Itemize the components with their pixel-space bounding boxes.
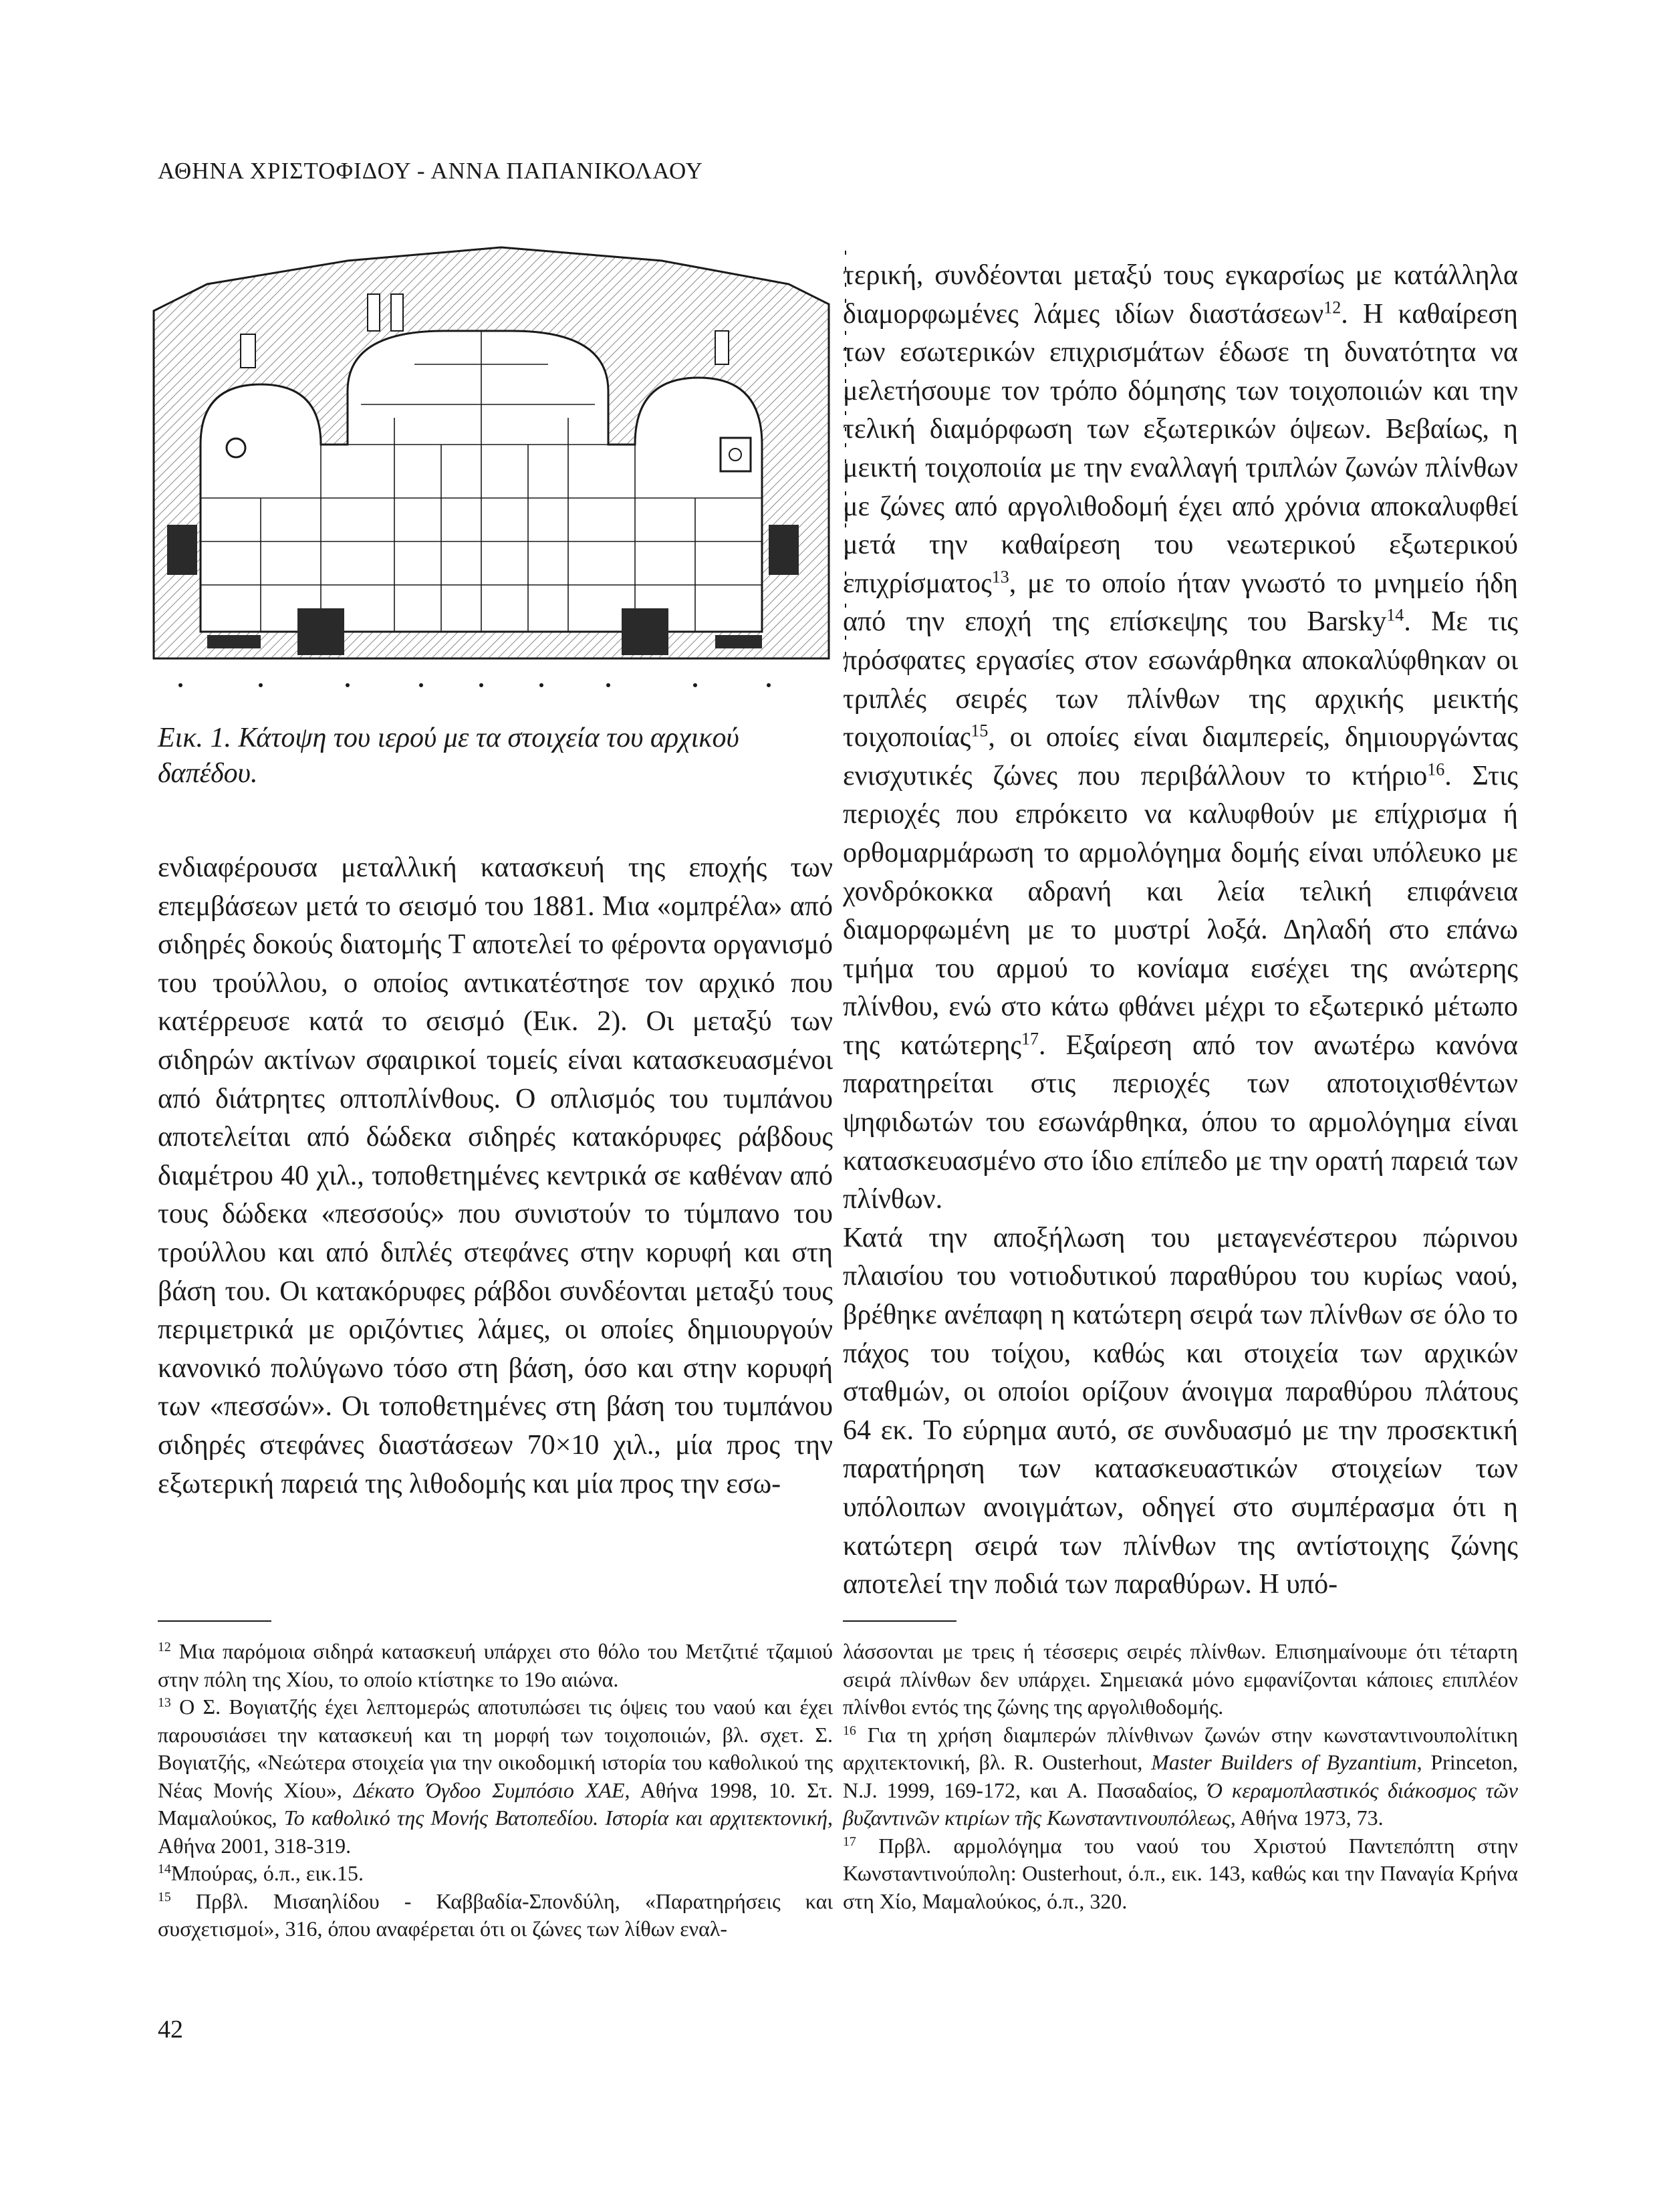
footnote-ref: 14 [1386, 606, 1404, 626]
body-paragraph: Κατά την αποξήλωση του μεταγενέστερου πώρινου πλαισίου του νοτιοδυτικού παραθύρου του κυρίως ναού, βρέθηκε ανέπαφη η κατώτερη σειρά των πλίνθων σε όλο το πάχος του τοίχου, καθώς και στοιχεία των αρχικών σταθμών, οι οποίοι ορίζουν άνοιγμα παραθύρου πλάτους 64 εκ. Το εύρημα αυτό, σε συνδυασμό με την προσεκτική παρατήρηση των κατασκευαστικών στοιχείων των υπόλοιπων ανοιγμάτων, οδηγεί στο συμπέρασμα ότι η κατώτερη σειρά των πλίνθων της αντίστοιχης ζώνης αποτελεί την ποδιά των παραθύρων. Η υπό- [843, 1222, 1518, 1600]
axis-ticks [178, 683, 771, 687]
text-run: τερική, συνδέονται μεταξύ τους εγκαρσίως με κατάλληλα διαμορφωμένες λάμες ιδίων διαστάσεων [843, 260, 1518, 330]
text-run: , με το οποίο ήταν γνωστό το μνημείο ήδη από την εποχή της επίσκεψης του Barsky [843, 568, 1518, 638]
footnote-number: 17 [843, 1834, 856, 1849]
footnote-italic: Master Builders of Byzantium [1151, 1750, 1417, 1774]
footnote-15-continued: λάσσονται με τρεις ή τέσσερις σειρές πλίνθων. Επισημαίνουμε ότι τέταρτη σειρά πλίνθων δεν υπάρχει. Σημειακά μόνο εμφανίζονται κάποιες επιπλέον πλίνθοι εντός της ζώνης της αργολιθοδομής. [843, 1639, 1518, 1719]
page-number: 42 [158, 2015, 183, 2044]
text-run: . Εξαίρεση από τον ανωτέρω κανόνα παρατηρείται στις περιοχές των αποτοιχισθέντων ψηφιδωτών του εσωνάρθηκα, όπου το αρμολόγημα είναι κατασκευασμένο στο ίδιο επίπεδο με την ορατή παρειά των πλίνθων. [843, 1029, 1518, 1215]
footnote-17 [843, 1832, 1518, 1916]
footnote-text: , Αθήνα 1973, 73. [1230, 1806, 1384, 1830]
footnote-number: 13 [158, 1695, 171, 1711]
footnote-italic: Ό κεραμοπλαστικός διάκοσμος τῶν βυζαντινῶν κτιρίων τῆς Κωνσταντινουπόλεως [843, 1777, 1519, 1830]
body-column-right [843, 257, 1518, 1604]
text-run: , οι οποίες είναι διαμπερείς, δημιουργώντας ενισχυτικές ζώνες που περιβάλλουν το κτήριο [843, 722, 1518, 791]
footnote-text: , Αθήνα 2001, 318-319. [158, 1806, 834, 1858]
footnote-12 [158, 1638, 833, 1693]
left-apse-circle [227, 439, 245, 457]
footnote-ref: 16 [1427, 759, 1445, 779]
footnote-rule [158, 1620, 271, 1622]
footnote-text: Για τη χρήση διαμπερών πλίνθινων ζωνών στην κωνσταντινουπολίτικη αρχιτεκτονική, βλ. R. Ousterhout, [843, 1722, 1519, 1774]
text-run: . Με τις πρόσφατες εργασίες στον εσωνάρθηκα αποκαλύφθηκαν οι τριπλές σειρές των πλίνθων της αρχικής μεικτής τοιχοποιίας [843, 606, 1518, 753]
footnote-ref: 12 [1323, 297, 1342, 318]
footnote-text: Ο Σ. Βογιατζής έχει λεπτομερώς αποτυπώσει τις όψεις του ναού και έχει παρουσιάσει την κατασκευή και τη μορφή των τοιχοποιιών, βλ. σχετ. Σ. Βογιατζής, «Νεώτερα στοιχεία για την οικοδομική ιστορία του καθολικού της Νέας Μονής Χίου», [158, 1695, 834, 1802]
footnote-13 [158, 1693, 833, 1860]
footnote-text: Πρβλ. Μισαηλίδου - Καββαδία-Σπονδύλη, «Παρατηρήσεις και συσχετισμοί», 316, όπου αναφέρεται ότι οι ζώνες των λίθων εναλ- [158, 1888, 834, 1941]
figure-caption: Εικ. 1. Κάτοψη του ιερού με τα στοιχεία του αρχικού δαπέδου. [158, 723, 739, 789]
text-run: . Η καθαίρεση των εσωτερικών επιχρισμάτων έδωσε τη δυνατότητα να μελετήσουμε τον τρόπο δόμησης των τοιχοποιιών και την τελική διαμόρφωση των εξωτερικών όψεων. Βεβαίως, η μεικτή τοιχοποιία με την εναλλαγή τριπλών ζωνών πλίνθων με ζώνες από αργολιθοδομή έχει από χρόνια αποκαλυφθεί μετά την καθαίρεση του νεωτερικού εξωτερικού επιχρίσματος [843, 298, 1518, 599]
footnote-rule [843, 1620, 956, 1622]
footnotes-right [843, 1638, 1518, 1915]
body-column-left [158, 849, 833, 1503]
running-header: ΑΘΗΝΑ ΧΡΙΣΤΟΦΙΔΟΥ - ΑΝΝΑ ΠΑΠΑΝΙΚΟΛΑΟΥ [158, 158, 703, 184]
footnote-number: 15 [158, 1889, 171, 1904]
footnote-ref: 17 [1021, 1029, 1039, 1049]
footnotes-left [158, 1638, 833, 1943]
floor-plan-figure [127, 244, 862, 705]
text-run: . Στις περιοχές που επρόκειτο να καλυφθούν με επίχρισμα ή ορθομαρμάρωση το αρμολόγημα δομής είναι υπόλευκο με χονδρόκοκκα αδρανή και λεία τελική επιφάνεια διαμορφωμένη με το μυστρί λοξά. Δηλαδή στο επάνω τμήμα του αρμού το κονίαμα εισέχει της ανώτερης πλίνθου, ενώ στο κάτω φθάνει μέχρι το εξωτερικό μέτωπο της κατώτερης [843, 760, 1519, 1061]
footnote-text: , Αθήνα 1998, 10. Στ. Μαμαλούκος, [158, 1777, 834, 1830]
footnote-italic: Το καθολικό της Μονής Βατοπεδίου. Ιστορία και αρχιτεκτονική [283, 1806, 828, 1830]
footnote-number: 14 [158, 1862, 171, 1877]
footnote-text: , Princeton, N.J. 1999, 169-172, και A. Πασαδαίος, [843, 1750, 1519, 1802]
footnote-14 [158, 1860, 833, 1888]
footnote-16 [843, 1721, 1518, 1832]
footnote-ref: 13 [991, 567, 1009, 587]
body-paragraph [843, 257, 1518, 1219]
footnote-number: 12 [158, 1640, 171, 1655]
footnote-text: Μπούρας, ό.π., εικ.15. [170, 1861, 364, 1885]
footnote-text: Μια παρόμοια σιδηρά κατασκευή υπάρχει στο θόλο του Μετζιτιέ τζαμιού στην πόλη της Χίου, το οποίο κτίστηκε το 19ο αιώνα. [158, 1639, 834, 1691]
footnote-15 [158, 1888, 833, 1943]
footnote-text: Πρβλ. αρμολόγημα του ναού του Χριστού Παντεπόπτη στην Κωνσταντινούπολη: Ousterhout, ό.π., εικ. 143, καθώς και την Παναγία Κρήνα στη Χίο, Μαμαλούκος, ό.π., 320. [843, 1833, 1519, 1913]
footnote-italic: Δέκατο Όγδοο Συμπόσιο ΧΑΕ [353, 1777, 625, 1802]
body-paragraph: ενδιαφέρουσα μεταλλική κατασκευή της εποχής των επεμβάσεων μετά το σεισμό του 1881. Μια «ομπρέλα» από σιδηρές δοκούς διατομής Τ αποτελεί το φέροντα οργανισμό του τρούλλου, ο οποίος αντικατέστησε τον αρχικό που κατέρρευσε κατά το σεισμό (Εικ. 2). Οι μεταξύ των σιδηρών ακτίνων σφαιρικοί τομείς είναι κατασκευασμένοι από διάτρητες οπτοπλίνθους. Ο οπλισμός του τυμπάνου αποτελείται από δώδεκα σιδηρές κατακόρυφες ράβδους διαμέτρου 40 χιλ., τοποθετημένες κεντρικά σε καθέναν από τους δώδεκα «πεσσούς» που συνιστούν το τύμπανο του τρούλλου και από διπλές στεφάνες στην κορυφή και στη βάση του. Οι κατακόρυφες ράβδοι συνδέονται μεταξύ τους περιμετρικά με οριζόντιες λάμες, οι οποίες δημιουργούν κανονικό πολύγωνο τόσο στη βάση, όσο και στην κορυφή των «πεσσών». Οι τοποθετημένες στη βάση του τυμπάνου σιδηρές στεφάνες διαστάσεων 70×10 χιλ., μία προς την εξωτερική παρειά της λιθοδομής και μία προς την εσω- [158, 852, 833, 1499]
footnote-ref: 15 [971, 721, 989, 741]
footnote-number: 16 [843, 1723, 856, 1738]
